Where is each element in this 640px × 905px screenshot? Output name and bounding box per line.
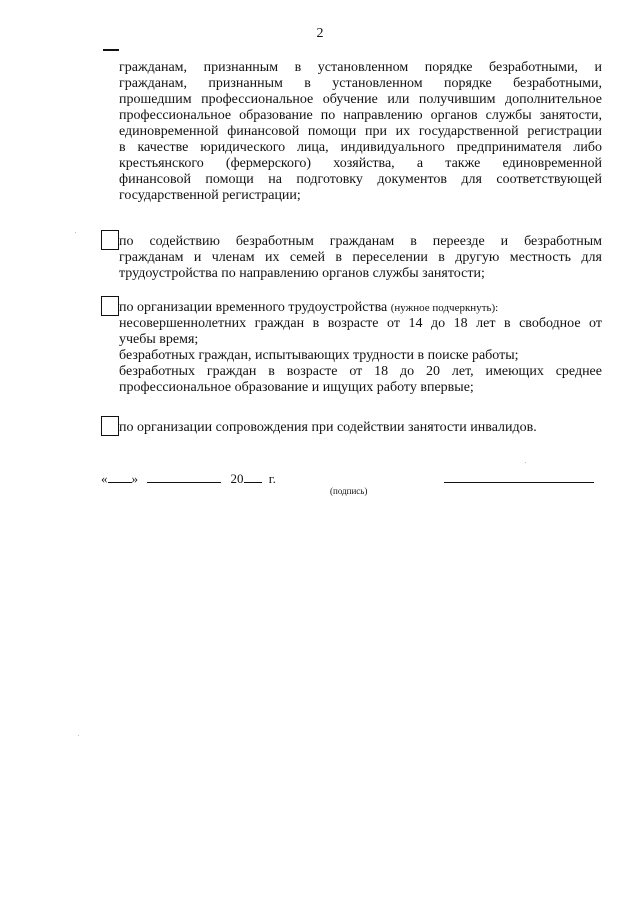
temporary-employment-checkbox[interactable] [101,296,119,316]
month-blank[interactable] [147,470,221,483]
intro-line: крестьянского (фермерского) хозяйства, а также единовременной [119,156,602,171]
intro-line: единовременной финансовой помощи при их государственной регистрации [119,124,602,139]
intro-line: в качестве юридического лица, индивидуального предпринимателя либо [119,140,602,155]
relocation-checkbox[interactable] [101,230,119,250]
intro-line: финансовой помощи на подготовку документов для соответствующей [119,172,602,187]
disabled-support-paragraph [119,420,602,436]
temporary-employment-paragraph [119,300,602,396]
relocation-line: по содействию безработным гражданам в переезде и безработным [119,234,602,249]
intro-line: гражданам, признанным в установленном порядке безработными, [119,76,602,91]
relocation-line: трудоустройства по направлению органов службы занятости; [119,266,485,281]
temporary-line: несовершеннолетних граждан в возрасте от 14 до 18 лет в свободное от [119,316,602,331]
signature-caption: (подпись) [330,486,368,496]
scan-speck [78,735,79,736]
intro-paragraph [119,60,602,204]
year-prefix: 20 [230,471,244,486]
disabled-support-checkbox[interactable] [101,416,119,436]
scan-speck [525,462,526,463]
temporary-line: безработных граждан, испытывающих трудности в поиске работы; [119,348,519,363]
intro-line: государственной регистрации; [119,188,301,203]
disabled-support-line: по организации сопровождения при содействии занятости инвалидов. [119,420,537,435]
relocation-paragraph [119,234,602,282]
list-dash [103,49,119,51]
temporary-note: (нужное подчеркнуть): [390,302,499,314]
quote-open: « [101,471,108,486]
temporary-heading-line [119,300,602,316]
relocation-line: гражданам и членам их семей в переселении в другую местность для [119,250,602,265]
page-number: 2 [316,26,324,41]
day-blank[interactable] [108,470,132,483]
temporary-line: профессиональное образование и ищущих работу впервые; [119,380,474,395]
date-line [101,470,276,487]
scan-speck [75,232,76,233]
temporary-line: безработных граждан в возрасте от 18 до 20 лет, имеющих среднее [119,364,602,379]
temporary-line: учебы время; [119,332,199,347]
signature-blank[interactable] [444,482,594,483]
intro-line: прошедшим профессиональное обучение или получившим дополнительное [119,92,602,107]
temporary-heading: по организации временного трудоустройства [119,300,388,315]
year-suffix: г. [268,471,276,486]
quote-close: » [131,471,138,486]
intro-line: профессиональное образование по направлению органов службы занятости, [119,108,602,123]
intro-line: гражданам, признанным в установленном порядке безработными, и [119,60,602,75]
year-blank[interactable] [244,470,262,483]
